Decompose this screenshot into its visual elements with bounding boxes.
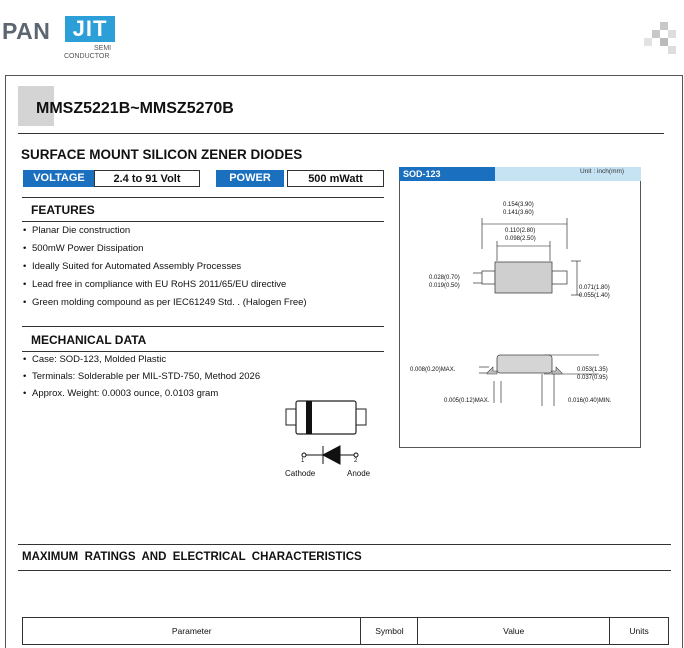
- dim-lead-length: 0.016(0.40)MIN.: [568, 398, 612, 404]
- dim-standoff: 0.005(0.12)MAX.: [444, 398, 490, 404]
- dim-height-min: 0.037(0.95): [577, 375, 608, 381]
- ratings-top-rule: [18, 544, 671, 545]
- dim-body-width-min: 0.055(1.40): [579, 293, 610, 299]
- mechanical-item: • Approx. Weight: 0.0003 ounce, 0.0103 gram: [23, 385, 393, 402]
- mechanical-item: • Terminals: Solderable per MIL-STD-750, Method 2026: [23, 368, 393, 385]
- column-header-symbol: Symbol: [361, 618, 418, 645]
- feature-item: • Lead free in compliance with EU RoHS 2011/65/EU directive: [23, 276, 393, 294]
- dim-body-length-max: 0.110(2.80): [505, 228, 536, 234]
- ratings-heading: MAXIMUM RATINGS AND ELECTRICAL CHARACTERISTICS: [22, 551, 362, 563]
- diode-schematic-icon: [302, 446, 358, 464]
- mechanical-heading: MECHANICAL DATA: [31, 333, 147, 347]
- feature-item: • Green molding compound as per IEC61249 Std. . (Halogen Free): [23, 294, 393, 312]
- main-heading: SURFACE MOUNT SILICON ZENER DIODES: [21, 147, 303, 162]
- logo-jit-text: JIT: [65, 16, 115, 42]
- feature-item: • 500mW Power Dissipation: [23, 240, 393, 258]
- logo-semi-text: SEMI: [94, 45, 112, 52]
- dim-body-length-min: 0.098(2.50): [505, 236, 536, 242]
- logo-conductor-text: CONDUCTOR: [64, 53, 110, 60]
- features-list: [23, 222, 393, 312]
- ratings-table: [22, 617, 669, 645]
- mechanical-list: [23, 351, 393, 402]
- pin1-label: 1: [301, 458, 305, 464]
- dim-body-width-max: 0.071(1.80): [579, 285, 610, 291]
- voltage-value: 2.4 to 91 Volt: [94, 170, 200, 187]
- pin2-label: 2: [354, 458, 358, 464]
- power-value: 500 mWatt: [287, 170, 384, 187]
- package-dimension-drawing: [399, 181, 641, 447]
- dim-overall-length-min: 0.141(3.60): [503, 210, 534, 216]
- mechanical-item: • Case: SOD-123, Molded Plastic: [23, 351, 393, 368]
- dim-lead-width-max: 0.028(0.70): [429, 275, 460, 281]
- package-unit-label: Unit : inch(mm): [580, 168, 625, 175]
- dim-overall-length-max: 0.154(3.90): [503, 202, 534, 208]
- package-name-tab: SOD-123: [399, 167, 495, 181]
- dim-lead-width-min: 0.019(0.50): [429, 283, 460, 289]
- features-top-rule: [22, 197, 384, 198]
- cathode-label: Cathode: [285, 469, 316, 478]
- column-header-value: Value: [418, 618, 610, 645]
- column-header-units: Units: [610, 618, 669, 645]
- voltage-label: VOLTAGE: [23, 170, 95, 187]
- column-header-parameter: Parameter: [23, 618, 361, 645]
- dim-lead-thickness: 0.008(0.20)MAX.: [410, 367, 456, 373]
- feature-item: • Ideally Suited for Automated Assembly Processes: [23, 258, 393, 276]
- diode-package-outline: [286, 401, 366, 434]
- anode-label: Anode: [347, 469, 371, 478]
- dim-height-max: 0.053(1.35): [577, 367, 608, 373]
- features-heading: FEATURES: [31, 203, 95, 217]
- feature-item: • Planar Die construction: [23, 222, 393, 240]
- title-divider: [18, 133, 664, 134]
- ratings-bottom-rule: [18, 570, 671, 571]
- mechanical-top-rule: [22, 326, 384, 327]
- power-label: POWER: [216, 170, 284, 187]
- table-header-row: [23, 618, 669, 645]
- logo-pan-text: PAN: [2, 18, 51, 44]
- part-number-title: MMSZ5221B~MMSZ5270B: [36, 100, 234, 117]
